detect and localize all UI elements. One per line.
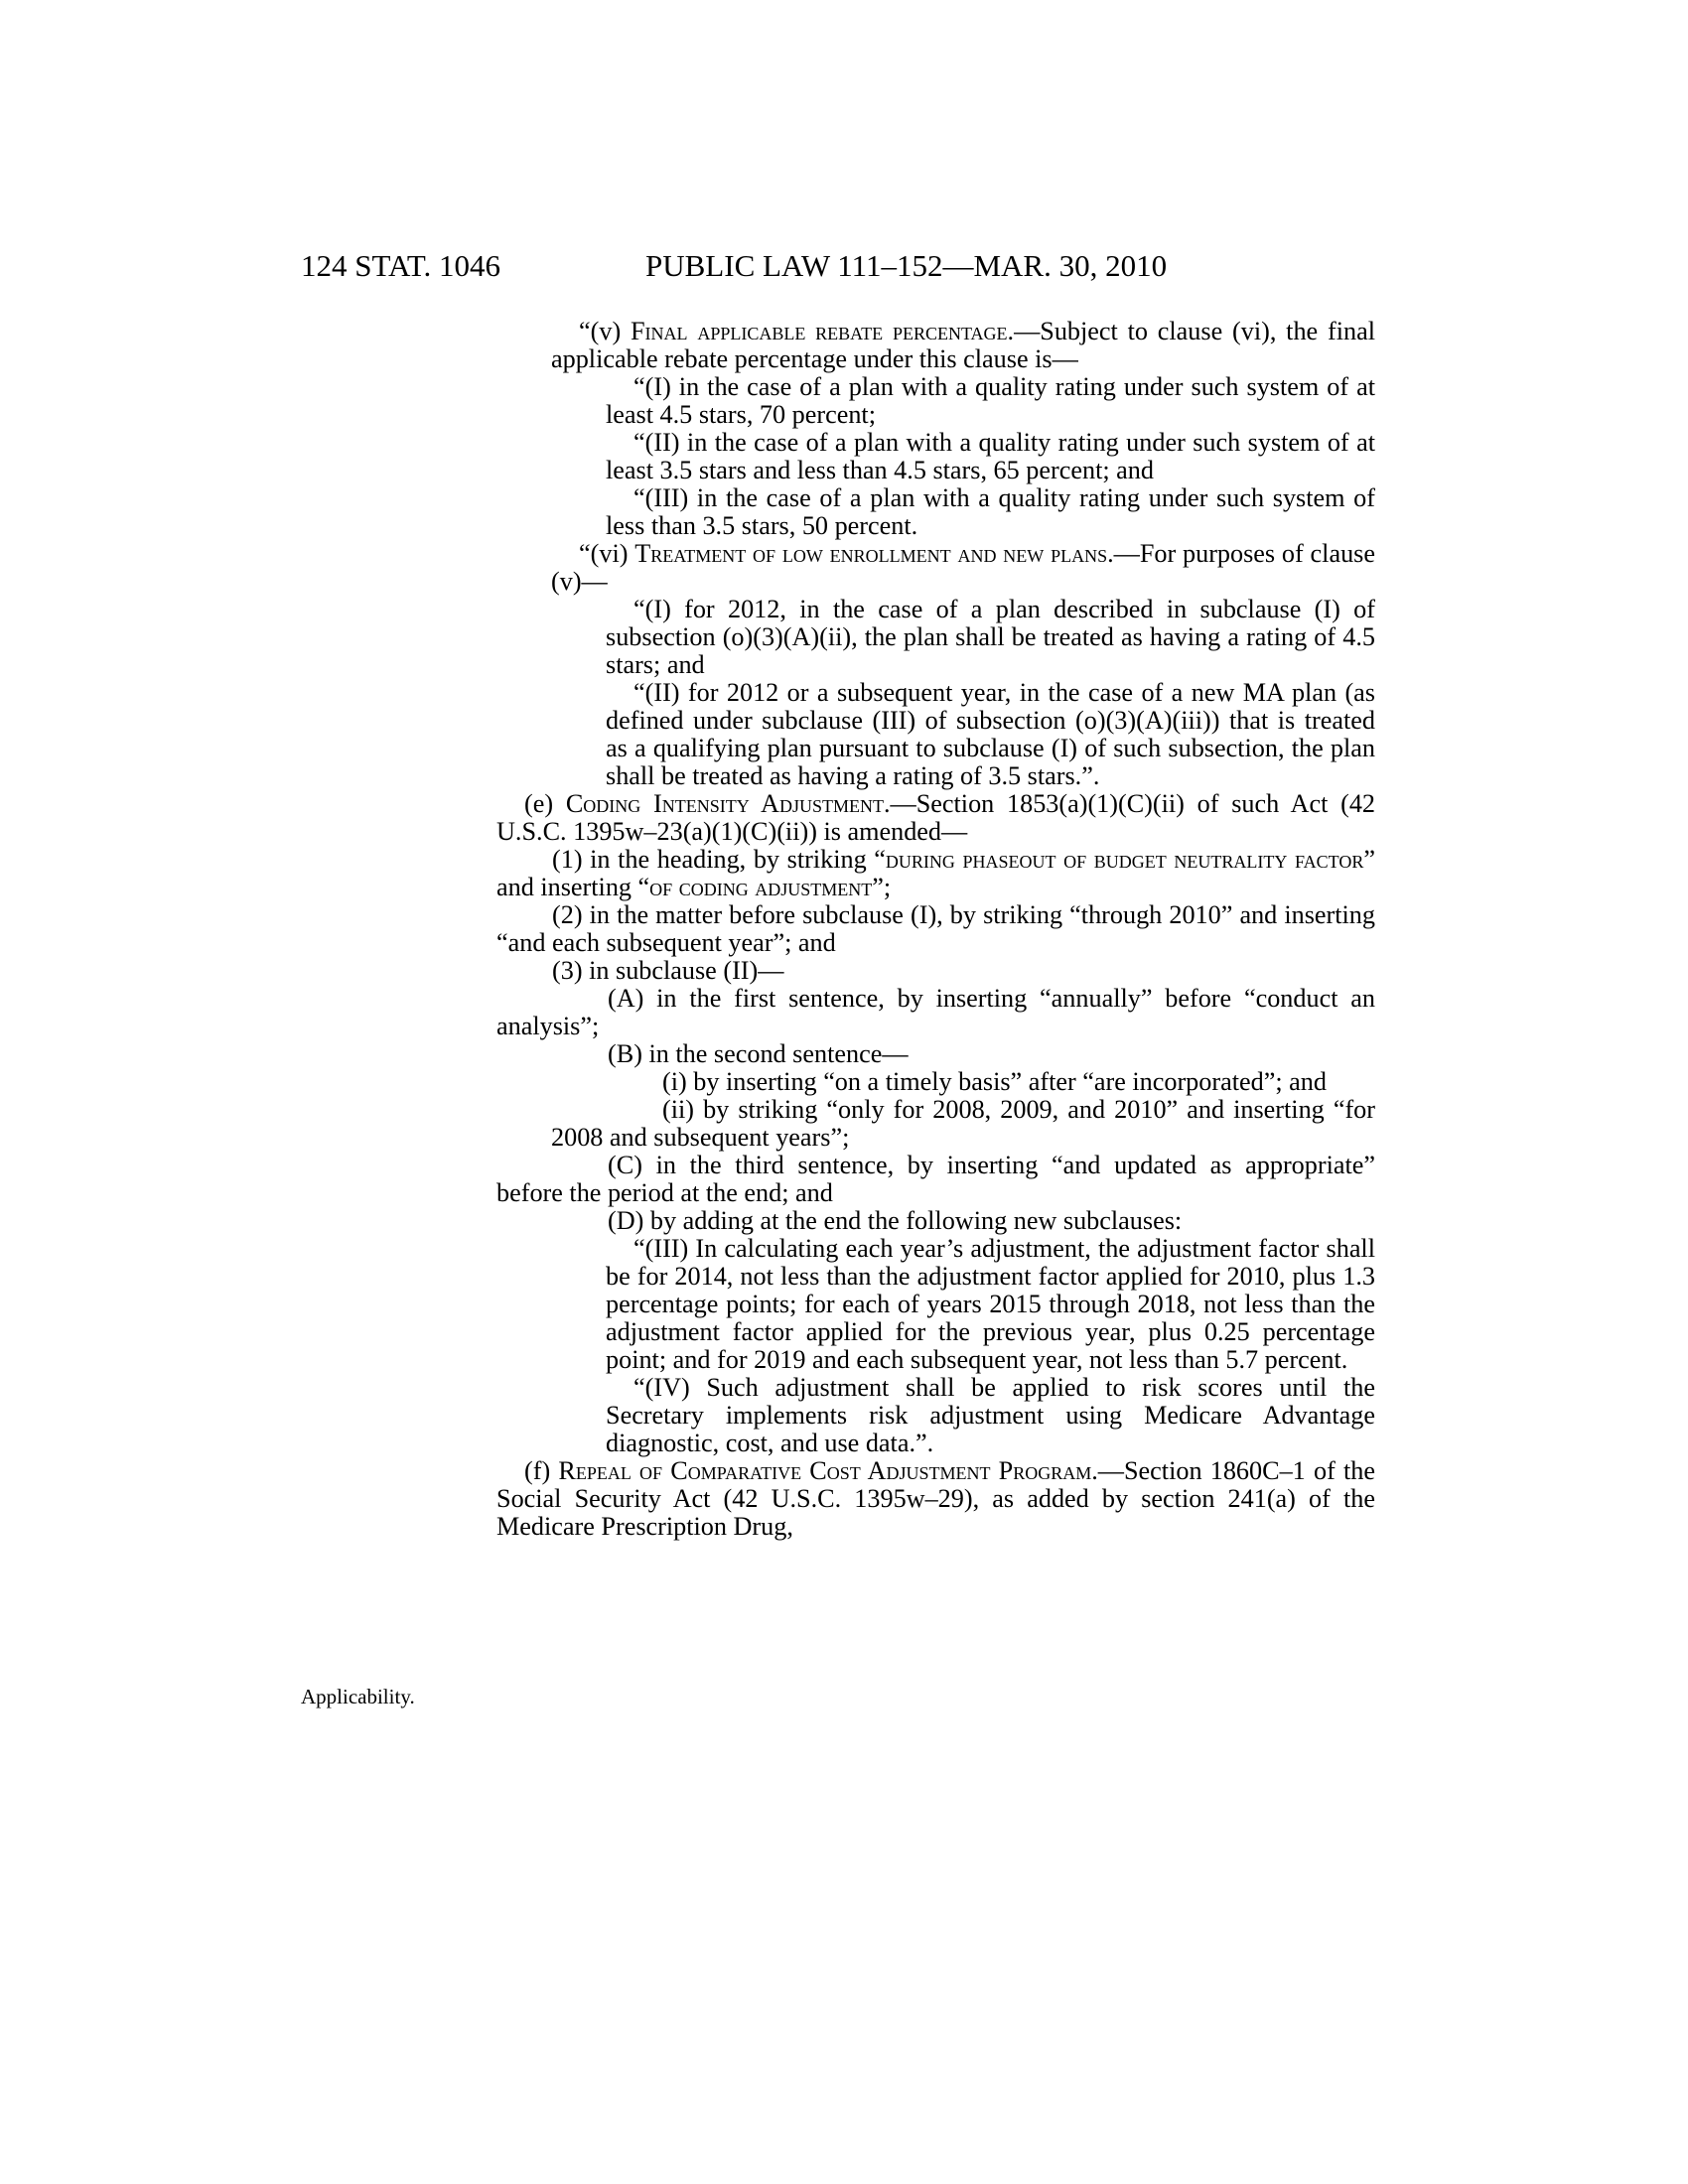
subclause-III: “(III) In calculating each year’s adjustment, the adjustment factor shall be for 2014, not less than the adjustment factor applied for 2010, plus 1.3 percentage points; for each of years 2015 through 2018, not less than the adjustment factor applied for the previous year, plus 0.25 percentage point; and for 2019 and each subsequent year, not less than 5.7 percent.	[606, 1234, 1375, 1374]
section-f-heading: Repeal of Comparative Cost Adjustment Program	[558, 1456, 1092, 1485]
subparagraph-B: (B) in the second sentence—	[608, 1039, 909, 1068]
statute-body	[496, 318, 1375, 1541]
paragraph-e-2: (2) in the matter before subclause (I), by striking “through 2010” and inserting “and each subsequent year”; and	[496, 900, 1375, 957]
margin-note: Applicability.	[301, 1685, 415, 1708]
subparagraph-C: (C) in the third sentence, by inserting “and updated as appropriate” before the period at the end; and	[496, 1151, 1375, 1207]
paragraph-e-3: (3) in subclause (II)—	[552, 956, 784, 985]
section-f: (f) Repeal of Comparative Cost Adjustment Program.—Section 1860C–1 of the Social Security Act (42 U.S.C. 1395w–29), as added by section 241(a) of the Medicare Prescription Drug,	[496, 1456, 1376, 1541]
paragraph-e-1: (1) in the heading, by striking “during phaseout of budget neutrality factor” and inserting “of coding adjustment”;	[496, 845, 1375, 901]
subparagraph-D: (D) by adding at the end the following new subclauses:	[608, 1206, 1183, 1235]
clause-vi: “(vi) Treatment of low enrollment and new plans.—For purposes of clause (v)—	[551, 539, 1375, 596]
clause-B-i: (i) by inserting “on a timely basis” after “are incorporated”; and	[662, 1067, 1327, 1096]
subclause-vi-II: “(II) for 2012 or a subsequent year, in the case of a new MA plan (as defined under subclause (III) of subsection (o)(3)(A)(iii)) that is treated as a qualifying plan pursuant to subclause (I) of such subsection, the plan shall be treated as having a rating of 3.5 stars.”.	[606, 678, 1375, 790]
subclause-v-III: “(III) in the case of a plan with a quality rating under such system of less than 3.5 stars, 50 percent.	[606, 483, 1375, 540]
clause-v: “(v) Final applicable rebate percentage.—Subject to clause (vi), the final applicable rebate percentage under this clause is—	[551, 317, 1375, 373]
subclause-IV: “(IV) Such adjustment shall be applied to risk scores until the Secretary implements risk adjustment using Medicare Advantage diagnostic, cost, and use data.”.	[606, 1373, 1375, 1457]
subclause-v-I: “(I) in the case of a plan with a quality rating under such system of at least 4.5 stars, 70 percent;	[606, 372, 1375, 429]
subclause-v-II: “(II) in the case of a plan with a quality rating under such system of at least 3.5 stars and less than 4.5 stars, 65 percent; and	[606, 428, 1375, 484]
page-title: PUBLIC LAW 111–152—MAR. 30, 2010	[645, 248, 1168, 283]
section-e-heading: Coding Intensity Adjustment	[565, 789, 884, 818]
subclause-vi-I: “(I) for 2012, in the case of a plan described in subclause (I) of subsection (o)(3)(A)(ii), the plan shall be treated as having a rating of 4.5 stars; and	[606, 595, 1375, 679]
section-e: (e) Coding Intensity Adjustment.—Section 1853(a)(1)(C)(ii) of such Act (42 U.S.C. 1395w–23(a)(1)(C)(ii)) is amended—	[496, 789, 1376, 846]
clause-v-heading: Final applicable rebate percentage	[630, 317, 1008, 345]
subparagraph-A: (A) in the first sentence, by inserting “annually” before “conduct an analysis”;	[496, 984, 1375, 1040]
stat-page-reference: 124 STAT. 1046	[301, 248, 501, 283]
clause-vi-heading: Treatment of low enrollment and new plans	[634, 539, 1108, 568]
clause-B-ii: (ii) by striking “only for 2008, 2009, and 2010” and inserting “for 2008 and subsequent years”;	[551, 1095, 1375, 1152]
